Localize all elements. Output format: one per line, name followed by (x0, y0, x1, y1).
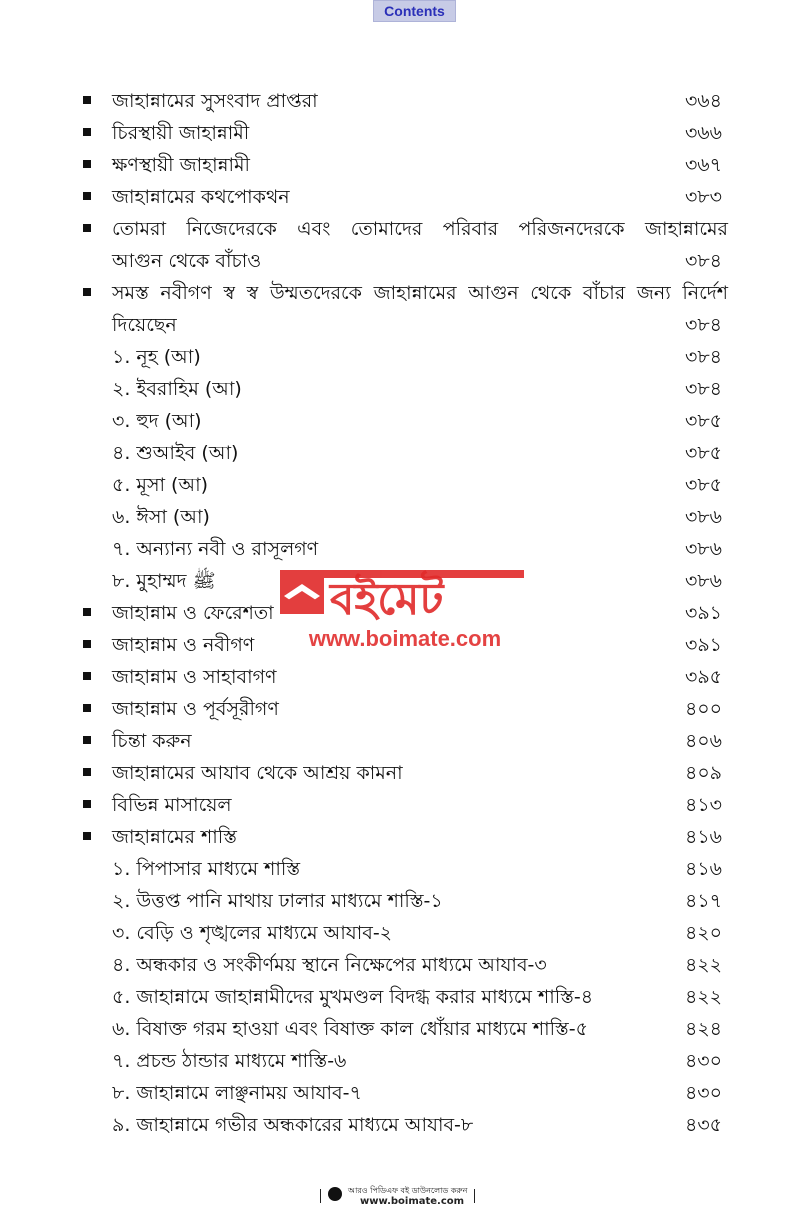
toc-page-number: ৪২২ (684, 986, 722, 1008)
toc-page-number: ৪০৯ (684, 762, 722, 784)
toc-row[interactable] (0, 917, 800, 949)
toc-row[interactable] (0, 949, 800, 981)
toc-page-number: ৩৬৭ (684, 154, 722, 176)
toc-entry-title: ৮. মুহাম্মদ ﷺ (112, 570, 216, 592)
toc-entry-title: সমস্ত নবীগণ স্ব স্ব উম্মতদেরকে জাহান্নামের আগুন থেকে বাঁচার জন্য নির্দেশ (112, 282, 728, 304)
toc-row[interactable] (0, 1045, 800, 1077)
bullet-icon (83, 288, 91, 296)
watermark (280, 562, 530, 662)
toc-entry-title: আগুন থেকে বাঁচাও (112, 250, 262, 272)
toc-entry-title: ৪. অন্ধকার ও সংকীর্ণময় স্থানে নিক্ষেপের মাধ্যমে আযাব-৩ (112, 954, 547, 976)
toc-row[interactable] (0, 1077, 800, 1109)
toc-page-number: ৪৩০ (684, 1082, 722, 1104)
download-icon (328, 1187, 342, 1201)
toc-page-number: ৩৬৬ (684, 122, 722, 144)
bullet-icon (83, 736, 91, 744)
toc-page-number: ৪১৭ (684, 890, 722, 912)
toc-entry-title: জাহান্নামের সুসংবাদ প্রাপ্তরা (112, 90, 318, 112)
toc-row[interactable] (0, 789, 800, 821)
bullet-icon (83, 672, 91, 680)
toc-row[interactable] (0, 245, 800, 277)
toc-entry-title: জাহান্নামের শাস্তি (112, 826, 237, 848)
toc-page-number: ৩৮৬ (684, 570, 722, 592)
bullet-icon (83, 160, 91, 168)
toc-page-number: ৪১৬ (684, 858, 722, 880)
footer (312, 1185, 482, 1209)
toc-row[interactable] (0, 1013, 800, 1045)
toc-page-number: ৩৮৪ (684, 346, 722, 368)
toc-page-number: ৩৮৫ (684, 474, 722, 496)
toc-entry-title: চিরস্থায়ী জাহান্নামী (112, 122, 250, 144)
footer-site[interactable]: www.boimate.com (360, 1196, 465, 1207)
toc-entry-title: বিভিন্ন মাসায়েল (112, 794, 232, 816)
toc-row[interactable] (0, 213, 800, 245)
toc-row[interactable] (0, 981, 800, 1013)
watermark-url: www.boimate.com (308, 626, 502, 651)
toc-entry-title: ২. ইবরাহিম (আ) (112, 378, 242, 400)
toc-row[interactable] (0, 309, 800, 341)
toc-page-number: ৪৩৫ (684, 1114, 722, 1136)
toc-row[interactable] (0, 277, 800, 309)
toc-entry-title: ৮. জাহান্নামে লাঞ্ছনাময় আযাব-৭ (112, 1082, 362, 1104)
toc-page-number: ৩৮৪ (684, 250, 722, 272)
toc-row[interactable] (0, 533, 800, 565)
toc-entry-title: তোমরা নিজেদেরকে এবং তোমাদের পরিবার পরিজনদেরকে জাহান্নামের (112, 218, 728, 240)
toc-entry-title: ৬. ঈসা (আ) (112, 506, 210, 528)
toc-row[interactable] (0, 885, 800, 917)
footer-divider-left (320, 1189, 321, 1203)
toc-page-number: ৪২৪ (684, 1018, 722, 1040)
toc-row[interactable] (0, 693, 800, 725)
toc-entry-title: ৯. জাহান্নামে গভীর অন্ধকারের মাধ্যমে আযাব-৮ (112, 1114, 474, 1136)
toc-row[interactable] (0, 1109, 800, 1141)
toc-page-number: ৪০৬ (684, 730, 722, 752)
toc-entry-title: জাহান্নাম ও ফেরেশতা (112, 602, 274, 624)
bullet-icon (83, 704, 91, 712)
toc-entry-title: ক্ষণস্থায়ী জাহান্নামী (112, 154, 250, 176)
toc-page-number: ৩৮৬ (684, 506, 722, 528)
toc-entry-title: জাহান্নামের আযাব থেকে আশ্রয় কামনা (112, 762, 403, 784)
toc-page-number: ৩৮৫ (684, 442, 722, 464)
bullet-icon (83, 128, 91, 136)
toc-page-number: ৩৮৩ (684, 186, 722, 208)
toc-page-number: ৩৯১ (684, 634, 722, 656)
toc-page-number: ৪১৬ (684, 826, 722, 848)
toc-entry-title: ৭. প্রচন্ড ঠান্ডার মাধ্যমে শাস্তি-৬ (112, 1050, 347, 1072)
toc-entry-title: ৪. শুআইব (আ) (112, 442, 239, 464)
toc-row[interactable] (0, 181, 800, 213)
bullet-icon (83, 768, 91, 776)
toc-page-number: ৪১৩ (684, 794, 722, 816)
toc-page-number: ৩৮৪ (684, 314, 722, 336)
toc-page-number: ৪০০ (684, 698, 722, 720)
toc-page-number: ৩৯৫ (684, 666, 722, 688)
toc-row[interactable] (0, 341, 800, 373)
toc-row[interactable] (0, 437, 800, 469)
toc-entry-title: ৫. জাহান্নামে জাহান্নামীদের মুখমণ্ডল বিদগ্ধ করার মাধ্যমে শাস্তি-৪ (112, 986, 594, 1008)
toc-row[interactable] (0, 501, 800, 533)
toc-entry-title: জাহান্নাম ও সাহাবাগণ (112, 666, 277, 688)
toc-row[interactable] (0, 725, 800, 757)
toc-row[interactable] (0, 757, 800, 789)
toc-entry-title: ৩. বেড়ি ও শৃঙ্খলের মাধ্যমে আযাব-২ (112, 922, 393, 944)
bullet-icon (83, 640, 91, 648)
toc-row[interactable] (0, 117, 800, 149)
footer-download-text: আরও পিডিএফ বই ডাউনলোড করুন (348, 1186, 468, 1195)
bullet-icon (83, 800, 91, 808)
boimate-logo (280, 562, 530, 626)
toc-entry-title: ১. পিপাসার মাধ্যমে শাস্তি (112, 858, 300, 880)
bullet-icon (83, 832, 91, 840)
toc-page-number: ৪৩০ (684, 1050, 722, 1072)
toc-row[interactable] (0, 373, 800, 405)
toc-page-number: ৩৬৪ (684, 90, 722, 112)
toc-page-number: ৩৯১ (684, 602, 722, 624)
toc-page-number: ৪২০ (684, 922, 722, 944)
toc-entry-title: ৬. বিষাক্ত গরম হাওয়া এবং বিষাক্ত কাল ধোঁয়ার মাধ্যমে শাস্তি-৫ (112, 1018, 588, 1040)
footer-divider-right (474, 1189, 475, 1203)
bullet-icon (83, 96, 91, 104)
toc-row[interactable] (0, 853, 800, 885)
bullet-icon (83, 192, 91, 200)
toc-row[interactable] (0, 405, 800, 437)
toc-page-number: ৩৮৫ (684, 410, 722, 432)
toc-entry-title: জাহান্নামের কথপোকথন (112, 186, 290, 208)
bullet-icon (83, 608, 91, 616)
toc-row[interactable] (0, 149, 800, 181)
toc-entry-title: দিয়েছেন (112, 314, 177, 336)
toc-row[interactable] (0, 469, 800, 501)
toc-entry-title: ৫. মূসা (আ) (112, 474, 209, 496)
toc-entry-title: ২. উত্তপ্ত পানি মাথায় ঢালার মাধ্যমে শাস্তি-১ (112, 890, 443, 912)
toc-entry-title: চিন্তা করুন (112, 730, 192, 752)
contents-button[interactable]: Contents (373, 0, 456, 22)
toc-entry-title: ৩. হুদ (আ) (112, 410, 202, 432)
toc-entry-title: জাহান্নাম ও নবীগণ (112, 634, 255, 656)
toc-row[interactable] (0, 661, 800, 693)
toc-page-number: ৪২২ (684, 954, 722, 976)
watermark-logo-text: বইমেট (330, 574, 444, 625)
toc-entry-title: ১. নূহ (আ) (112, 346, 201, 368)
toc-row[interactable] (0, 85, 800, 117)
toc-entry-title: ৭. অন্যান্য নবী ও রাসূলগণ (112, 538, 319, 560)
toc-page-number: ৩৮৬ (684, 538, 722, 560)
toc-row[interactable] (0, 821, 800, 853)
bullet-icon (83, 224, 91, 232)
toc-entry-title: জাহান্নাম ও পূর্বসূরীগণ (112, 698, 279, 720)
toc-page-number: ৩৮৪ (684, 378, 722, 400)
